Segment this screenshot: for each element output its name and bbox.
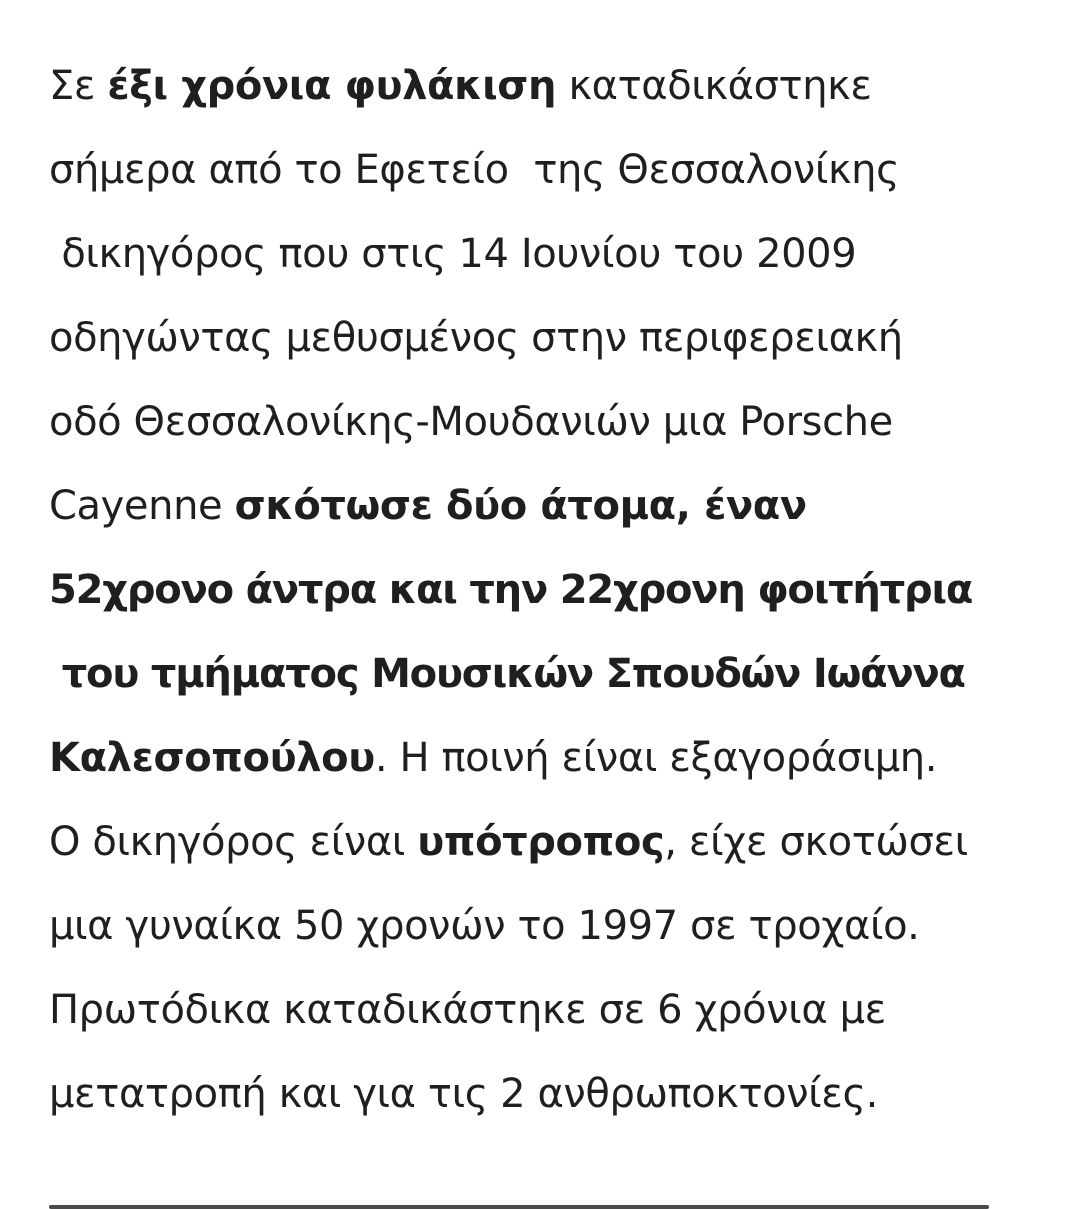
article-line <box>49 800 1059 884</box>
bold-text: του τμήματος Μουσικών Σπουδών Ιωάννα <box>49 651 965 697</box>
article-line <box>49 716 1059 800</box>
article-line <box>49 380 1059 464</box>
text-run: μια γυναίκα 50 χρονών το 1997 σε τροχαίο. <box>49 903 920 949</box>
text-run: μετατροπή και για τις 2 ανθρωποκτονίες. <box>49 1071 878 1117</box>
bold-text: 52χρονο άντρα και την 22χρονη φοιτήτρια <box>49 567 973 613</box>
article-line <box>49 212 1059 296</box>
next-paragraph-cutoff <box>49 1196 989 1209</box>
article-line <box>49 968 1059 1052</box>
text-run: Σε <box>49 63 108 109</box>
bold-text: σκότωσε δύο άτομα, έναν <box>234 483 807 529</box>
bold-text: έξι χρόνια φυλάκιση <box>107 63 557 109</box>
text-run: Ο δικηγόρος είναι <box>49 819 418 865</box>
text-run: καταδικάστηκε <box>556 63 872 109</box>
article-line <box>49 44 1059 128</box>
article-line <box>49 464 1059 548</box>
article-line <box>49 548 1059 632</box>
text-run: οδό Θεσσαλονίκης-Μουδανιών μια Porsche <box>49 399 893 445</box>
text-run: Cayenne <box>49 483 235 529</box>
article-line <box>49 1052 1059 1136</box>
text-run: , είχε σκοτώσει <box>664 819 968 865</box>
bold-text: Καλεσοπούλου <box>49 735 375 781</box>
article-line <box>49 128 1059 212</box>
text-run: δικηγόρος που στις 14 Ιουνίου του 2009 <box>49 231 857 277</box>
article-line <box>49 296 1059 380</box>
bold-text: υπότροπος <box>417 819 665 865</box>
article-body <box>49 44 1059 1136</box>
article-line <box>49 884 1059 968</box>
article-line <box>49 632 1059 716</box>
text-run: . Η ποινή είναι εξαγοράσιμη. <box>374 735 938 781</box>
text-run: Πρωτόδικα καταδικάστηκε σε 6 χρόνια με <box>49 987 886 1033</box>
text-run: οδηγώντας μεθυσμένος στην περιφερειακή <box>49 315 903 361</box>
text-run: σήμερα από το Εφετείο της Θεσσαλονίκης <box>49 147 900 193</box>
